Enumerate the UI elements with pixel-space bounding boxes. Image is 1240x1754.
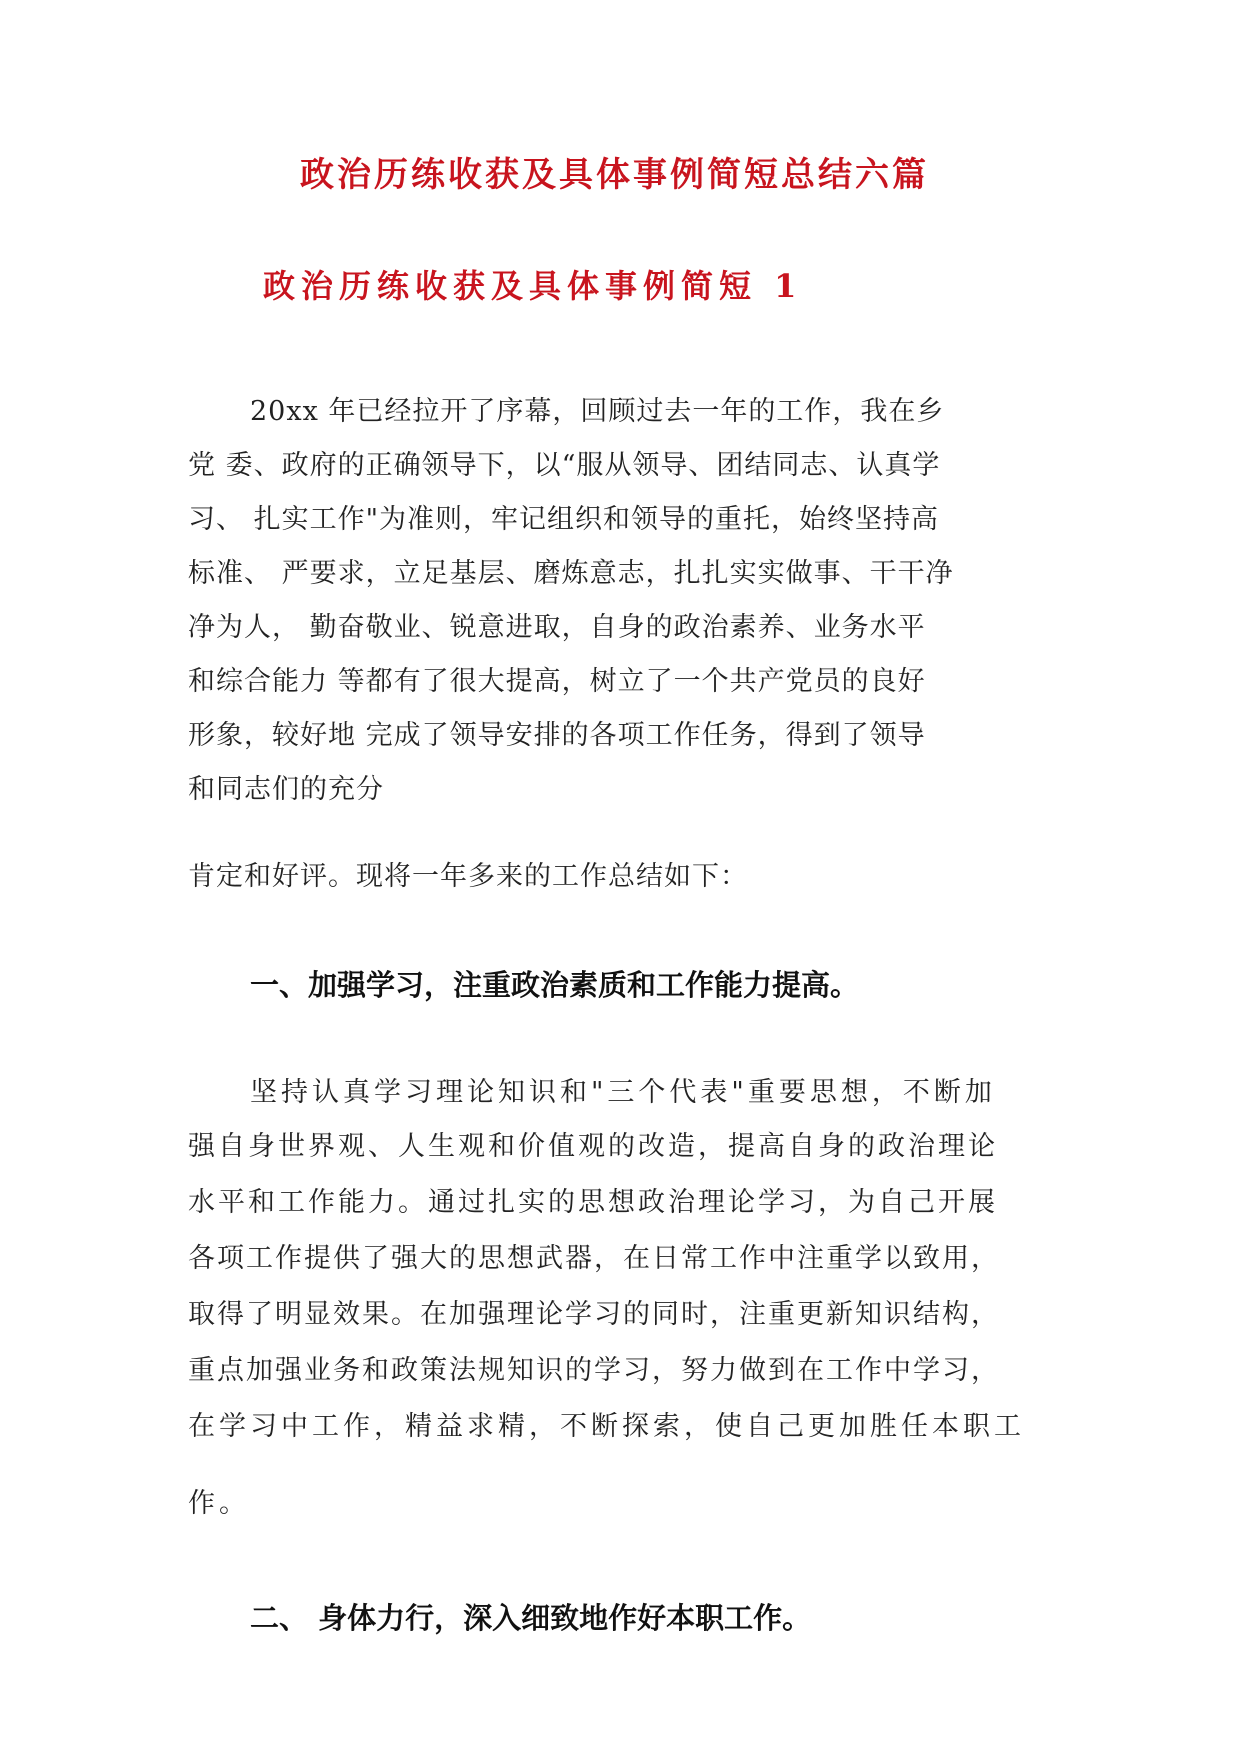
- intro-line-7: 形象，较好地 完成了领导安排的各项工作任务，得到了领导: [188, 720, 926, 751]
- intro-line-1: 20xx 年已经拉开了序幕，回顾过去一年的工作，我在乡: [250, 396, 945, 427]
- intro-line-8: 和同志们的充分: [188, 774, 384, 805]
- intro-line-3: 习、 扎实工作"为准则，牢记组织和领导的重托，始终坚持高: [188, 504, 940, 535]
- section-1-line-5: 取得了明显效果。在加强理论学习的同时，注重更新知识结构，: [188, 1299, 1000, 1330]
- section-1-line-6: 重点加强业务和政策法规知识的学习，努力做到在工作中学习，: [188, 1355, 1000, 1386]
- intro-line-5: 净为人， 勤奋敬业、锐意进取，自身的政治素养、业务水平: [188, 612, 926, 643]
- document-title: 政治历练收获及具体事例简短总结六篇: [300, 155, 929, 195]
- intro-line-2: 党 委、政府的正确领导下，以“服从领导、团结同志、认真学: [188, 450, 941, 481]
- intro-line-6: 和综合能力 等都有了很大提高，树立了一个共产党员的良好: [188, 666, 926, 697]
- intro-line-9: 肯定和好评。现将一年多来的工作总结如下：: [188, 861, 748, 892]
- intro-line-4: 标准、 严要求，立足基层、磨炼意志，扎扎实实做事、干干净: [188, 558, 954, 589]
- section-1-line-4: 各项工作提供了强大的思想武器，在日常工作中注重学以致用，: [188, 1243, 1000, 1274]
- section-1-line-2: 强自身世界观、人生观和价值观的改造，提高自身的政治理论: [188, 1131, 998, 1162]
- section-1-line-7: 在学习中工作，精益求精，不断探索，使自己更加胜任本职工: [188, 1411, 1025, 1442]
- section-1-line-3: 水平和工作能力。通过扎实的思想政治理论学习，为自己开展: [188, 1187, 998, 1218]
- section-1-line-1: 坚持认真学习理论知识和"三个代表"重要思想，不断加: [250, 1077, 996, 1108]
- document-subtitle: 政治历练收获及具体事例简短 1: [263, 267, 803, 305]
- section-1-line-8: 作。: [188, 1488, 250, 1519]
- section-2-heading: 二、 身体力行，深入细致地作好本职工作。: [250, 1601, 812, 1635]
- section-1-heading: 一、加强学习，注重政治素质和工作能力提高。: [250, 968, 860, 1002]
